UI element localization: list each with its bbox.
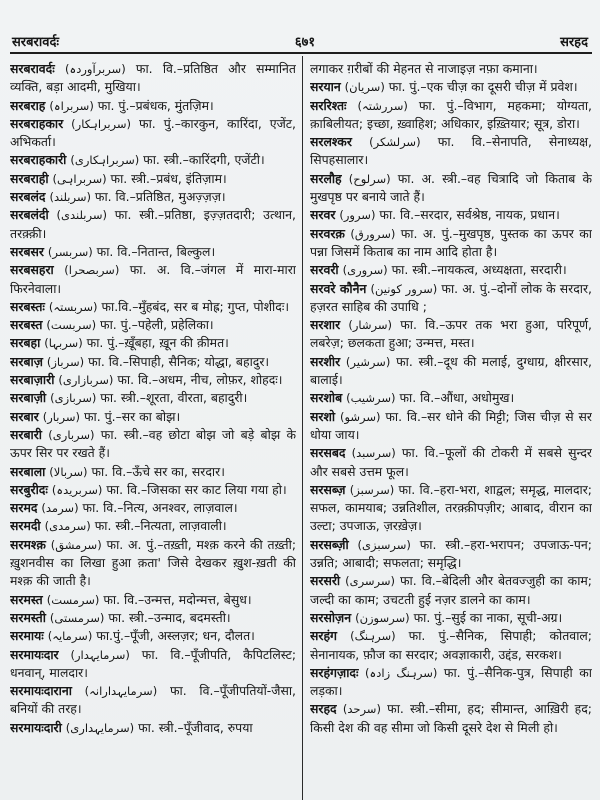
dictionary-entry bbox=[10, 646, 296, 683]
definition: फा. स्त्री.–पूँजीवाद, रुपया bbox=[138, 719, 253, 735]
urdu-spelling: (سربراہکار) bbox=[71, 116, 132, 131]
headword: सरलश्कर bbox=[310, 134, 352, 150]
dictionary-entry bbox=[310, 78, 592, 96]
headword: सरमस्त bbox=[10, 591, 43, 607]
page-header bbox=[10, 30, 592, 54]
definition: फा. वि.–बेदिली और बेतवज्जुही का काम; जल्दी का काम; उचटती हुई नज़र डालने का काम। bbox=[310, 573, 592, 607]
dictionary-entry bbox=[10, 408, 296, 426]
dictionary-entry bbox=[10, 371, 296, 389]
dictionary-entry bbox=[310, 536, 592, 573]
definition: फा. वि.–सिपाही, सैनिक; योद्धा, बहादुर। bbox=[88, 353, 270, 369]
dictionary-entry bbox=[310, 627, 592, 664]
urdu-spelling: (سرمایہدارانہ) bbox=[84, 684, 158, 699]
urdu-spelling: (سربریدہ) bbox=[51, 482, 103, 497]
urdu-spelling: (سرحد) bbox=[342, 702, 381, 717]
urdu-spelling: (سربصحرا) bbox=[64, 263, 120, 278]
urdu-spelling: (سرباز) bbox=[46, 354, 85, 369]
headword: सरबाला bbox=[10, 463, 46, 479]
definition: फा. स्त्री.–दूध की मलाई, दुग्धाग्र, क्षीरसार, बालाई। bbox=[310, 353, 592, 388]
definition: फा. अ. पुं.–तख़्ती, मश्क़ करने की तख़्ती; ख़ुशनवीस का लिखा हुआ क़ता' जिसे देखकर ख़ुश-ख़ती की मश्क़ की जाती है। bbox=[10, 536, 296, 589]
definition: फा. वि.–प्रतिष्ठित और सम्मानित व्यक्ति, बड़ा आदमी, मुखिया। bbox=[10, 61, 296, 95]
header-first-headword: सरबरावर्दः bbox=[12, 35, 59, 50]
dictionary-entry bbox=[10, 719, 296, 737]
headword: सरबाज़ bbox=[10, 353, 43, 369]
definition: फा. वि.–हरा-भरा, शाद्वल; समृद्ध, मालदार; सफल, कामयाब; उन्नतिशील, तरक़्क़ीपज़ीर; आबाद, वीरान का उल्टा; उपजाऊ, ज़रख़ेज़। bbox=[310, 481, 592, 534]
urdu-spelling: (سرہنگ زادہ) bbox=[365, 665, 438, 680]
dictionary-entry bbox=[310, 481, 592, 536]
definition: फा. वि.–सेनापति, सेनाध्यक्ष, सिपहसालार। bbox=[310, 134, 592, 168]
urdu-spelling: (سرشو) bbox=[339, 409, 381, 424]
urdu-spelling: (سربار) bbox=[42, 409, 80, 424]
urdu-spelling: (سرباری) bbox=[48, 427, 95, 442]
definition: फा. वि.–औंधा, अधोमुख। bbox=[399, 390, 515, 406]
definition: फा. स्त्री.–उन्माद, बदमस्ती। bbox=[108, 609, 231, 625]
dictionary-entry bbox=[310, 572, 592, 609]
definition: फा.पुं.–पूँजी, अस्लज़र; धन, दौलत। bbox=[96, 628, 255, 644]
dictionary-entry bbox=[10, 316, 296, 334]
urdu-spelling: (سرلشکر) bbox=[369, 135, 421, 150]
definition: फा. स्त्री.–नित्यता, लाज़वाली। bbox=[94, 518, 227, 534]
dictionary-entry bbox=[310, 225, 592, 262]
headword: सरयान bbox=[310, 79, 341, 95]
dictionary-entry bbox=[10, 499, 296, 517]
headword: सरबराही bbox=[10, 170, 49, 186]
definition: फा. पुं.–प्रबंधक, मुंतज़िम। bbox=[97, 97, 214, 113]
definition: फा. स्त्री.–हरा-भरापन; उपजाऊ-पन; उन्नति; आबादी; सफलता; समृद्धि। bbox=[310, 536, 592, 571]
urdu-spelling: (سربست) bbox=[46, 318, 97, 333]
urdu-spelling: (سرسری) bbox=[345, 574, 396, 589]
definition: फा. स्त्री.–वह छोटा बोझ जो बड़े बोझ के ऊपर सिर पर रखते हैं। bbox=[10, 426, 296, 461]
headword: सरबाज़ारी bbox=[10, 372, 55, 388]
urdu-spelling: (سرمستی) bbox=[49, 610, 105, 625]
definition: फा. वि.–ऊँचे सर का, सरदार। bbox=[91, 463, 225, 479]
right-column bbox=[310, 60, 592, 800]
continuation-text: लगाकर ग़रीबों की मेहनत से नाजाइज़ नफ़ा कमाना। bbox=[310, 61, 538, 76]
definition: फा. वि.–ऊपर तक भरा हुआ, परिपूर्ण, लबरेज़; छलकता हुआ; उन्मत्त, मस्त। bbox=[310, 317, 592, 351]
dictionary-entry bbox=[310, 444, 592, 481]
urdu-spelling: (سرمایہداری) bbox=[65, 720, 135, 735]
dictionary-entry bbox=[10, 60, 296, 97]
urdu-spelling: (سررشتہ) bbox=[357, 98, 408, 113]
urdu-spelling: (سربراہ) bbox=[49, 98, 94, 113]
dictionary-entry bbox=[310, 316, 592, 353]
dictionary-entry bbox=[310, 664, 592, 701]
headword: सरमायः bbox=[10, 628, 44, 644]
dictionary-entry bbox=[10, 609, 296, 627]
headword: सरशार bbox=[310, 317, 341, 333]
headword: सरबरावर्दः bbox=[10, 61, 55, 76]
headword: सरबराहकारी bbox=[10, 152, 67, 168]
headword: सरबार bbox=[10, 408, 39, 424]
definition: फा. पुं.–सर का बोझ। bbox=[83, 408, 181, 424]
dictionary-entry bbox=[10, 627, 296, 645]
urdu-spelling: (سرمشق) bbox=[50, 537, 102, 552]
dictionary-entry bbox=[10, 188, 296, 206]
dictionary-entry bbox=[10, 298, 296, 316]
urdu-spelling: (سرسبد) bbox=[351, 446, 396, 461]
definition: फा. पुं.–सैनिक-पुत्र, सिपाही का लड़का। bbox=[310, 664, 592, 699]
urdu-spelling: (سربالا) bbox=[49, 464, 88, 479]
headword: सरमस्ती bbox=[10, 609, 46, 625]
headword: सरबस्त bbox=[10, 317, 43, 333]
headword: सरशोब bbox=[310, 390, 343, 406]
urdu-spelling: (سربراہی) bbox=[52, 171, 107, 186]
urdu-spelling: (سرشار) bbox=[348, 318, 393, 333]
definition: फा. पुं.–ख़ूँबहा, ख़ून की क़ीमत। bbox=[86, 335, 229, 351]
urdu-spelling: (سربلند) bbox=[49, 190, 91, 205]
definition: फा. पुं.–कारकुन, कारिंदा, एजेंट, अभिकर्ता। bbox=[10, 115, 296, 150]
headword: सरमायःदारी bbox=[10, 719, 62, 735]
headword: सरशो bbox=[310, 408, 336, 424]
urdu-spelling: (سربسر) bbox=[47, 244, 93, 259]
headword: सरहंगज़ादः bbox=[310, 664, 359, 680]
dictionary-entry bbox=[10, 97, 296, 115]
definition: फा. स्त्री.–प्रतिष्ठा, इज़्ज़तदारी; उत्थान, तरक़्क़ी। bbox=[10, 207, 296, 241]
headword: सररिश्तः bbox=[310, 97, 347, 113]
headword: सरहद bbox=[310, 701, 337, 717]
dictionary-entry bbox=[10, 426, 296, 463]
definition: फा. वि.–प्रतिष्ठित, मुअज़्ज़ज़। bbox=[94, 189, 226, 205]
urdu-spelling: (سرمایہ) bbox=[47, 629, 93, 644]
urdu-spelling: (سرسوزن) bbox=[355, 610, 410, 625]
urdu-spelling: (سربرآوردہ) bbox=[65, 62, 126, 76]
headword: सरबुरीदः bbox=[10, 481, 48, 497]
definition: फा. वि.–सरदार, सर्वश्रेष्ठ, नायक, प्रधान। bbox=[379, 207, 560, 223]
definition: फा. वि.–पूँजीपतियों-जैसा, बनियों की तरह। bbox=[10, 683, 296, 717]
urdu-spelling: (سربستہ) bbox=[48, 299, 98, 314]
header-last-headword: सरहद bbox=[560, 35, 588, 50]
dictionary-entry bbox=[310, 280, 592, 317]
dictionary-entry bbox=[310, 408, 592, 445]
headword: सरबलंद bbox=[10, 189, 46, 205]
headword: सरमायःदाराना bbox=[10, 683, 72, 699]
definition: फा. स्त्री.–कारिंदगी, एजेंटी। bbox=[143, 152, 265, 168]
headword: सरहंग bbox=[310, 628, 337, 644]
urdu-spelling: (سرسبزی) bbox=[357, 537, 411, 552]
urdu-spelling: (سرسبز) bbox=[349, 482, 395, 497]
definition: फा. वि.–नित्य, अनश्वर, लाज़वाल। bbox=[82, 500, 238, 516]
dictionary-entry bbox=[10, 353, 296, 371]
definition: फा. पुं.–सुई का नाका, सूची-अग्र। bbox=[413, 609, 563, 625]
definition: फा. स्त्री.–सीमा, हद; सीमान्त, आख़िरी हद; किसी देश की वह सीमा जो किसी दूसरे देश से मिली हो। bbox=[310, 701, 592, 735]
headword: सरबसर bbox=[10, 243, 44, 259]
headword: सरबहा bbox=[10, 335, 41, 351]
headword: सरवरी bbox=[310, 262, 339, 278]
dictionary-entry bbox=[10, 115, 296, 152]
dictionary-entry bbox=[10, 151, 296, 169]
headword: सरबलंदी bbox=[10, 207, 49, 223]
definition: फा. वि.–उन्मत्त, मदोन्मत्त, बेसुध। bbox=[103, 591, 252, 607]
definition: फा. वि.–पूँजीपति, कैपिटलिस्ट; धनवान्, मालदार। bbox=[10, 646, 296, 680]
column-divider bbox=[302, 56, 303, 800]
headword: सरवर bbox=[310, 207, 336, 223]
definition: फा.वि.–मुँहबंद, सर ब मोह्र; गुप्त, पोशीदः। bbox=[101, 298, 290, 314]
headword: सरसब्ज़ी bbox=[310, 536, 349, 552]
dictionary-entry bbox=[310, 97, 592, 134]
headword: सरमदी bbox=[10, 518, 41, 534]
definition: फा. पुं.–पहेली, प्रहेलिका। bbox=[100, 317, 214, 333]
urdu-spelling: (سروری) bbox=[342, 263, 388, 278]
headword: सरबराहकार bbox=[10, 115, 64, 131]
dictionary-entry bbox=[10, 481, 296, 499]
dictionary-entry bbox=[10, 536, 296, 591]
definition: फा. स्त्री.–प्रबंध, इंतिज़ाम। bbox=[110, 170, 227, 186]
definition: फा. वि.–नितान्त, बिल्कुल। bbox=[96, 243, 216, 259]
dictionary-entry bbox=[10, 334, 296, 352]
urdu-spelling: (سرمست) bbox=[46, 592, 100, 607]
urdu-spelling: (سرشیر) bbox=[345, 354, 391, 369]
dictionary-entry bbox=[310, 206, 592, 224]
urdu-spelling: (سرمدی) bbox=[44, 519, 91, 534]
headword: सरलौह bbox=[310, 170, 342, 186]
dictionary-entry bbox=[10, 261, 296, 298]
dictionary-entry bbox=[310, 700, 592, 737]
urdu-spelling: (سرشیب) bbox=[346, 391, 396, 406]
urdu-spelling: (سرمایہدار) bbox=[70, 647, 130, 662]
headword: सरमश्क़ bbox=[10, 536, 46, 552]
definition: फा. वि.–फूलों की टोकरी में सबसे सुन्दर और सबसे उत्तम फूल। bbox=[310, 445, 592, 479]
dictionary-entry bbox=[10, 517, 296, 535]
definition: फा. पुं.–एक चीज़ का दूसरी चीज़ में प्रवेश। bbox=[388, 79, 578, 95]
definition: फा. स्त्री.–नायकत्व, अध्यक्षता, सरदारी। bbox=[391, 262, 567, 278]
urdu-spelling: (سرور کونین) bbox=[370, 281, 438, 296]
definition: फा. अ. पुं.–दोनों लोक के सरदार, हज़रत साहिब की उपाधि ; bbox=[310, 280, 592, 314]
definition: फा. अ. पुं.–मुखपृष्ठ, पुस्तक का ऊपर का पन्ना जिसमें किताब का नाम आदि होता है। bbox=[310, 225, 592, 259]
urdu-spelling: (سربازاری) bbox=[58, 373, 114, 388]
headword: सरसब्ज़ bbox=[310, 481, 346, 497]
headword: सरसबद bbox=[310, 445, 346, 461]
headword: सरवरे कौनैन bbox=[310, 280, 367, 296]
headword: सरवरक़ bbox=[310, 225, 345, 241]
headword: सरबसहरा bbox=[10, 262, 54, 278]
dictionary-entry bbox=[310, 353, 592, 390]
dictionary-entry bbox=[310, 261, 592, 279]
urdu-spelling: (سربہا) bbox=[44, 336, 83, 351]
urdu-spelling: (سریان) bbox=[344, 80, 385, 95]
definition: फा. अ. स्त्री.–वह चित्रादि जो किताब के मुखपृष्ठ पर बनाये जाते हैं। bbox=[310, 170, 592, 205]
definition: फा. अ. वि.–जंगल में मारा-मारा फिरनेवाला। bbox=[10, 262, 296, 296]
dictionary-entry bbox=[310, 133, 592, 170]
dictionary-entry bbox=[10, 682, 296, 719]
headword: सरशीर bbox=[310, 353, 341, 369]
page-number: ६७१ bbox=[294, 35, 316, 50]
urdu-spelling: (سرہنگ) bbox=[350, 629, 396, 644]
headword: सरबस्तः bbox=[10, 298, 45, 314]
definition: फा. वि.–सर धोने की मिट्टी; जिस चीज़ से सर धोया जाय। bbox=[310, 408, 592, 442]
urdu-spelling: (سربازی) bbox=[50, 391, 97, 406]
headword: सरबराह bbox=[10, 97, 46, 113]
headword: सरबाज़ी bbox=[10, 390, 47, 406]
dictionary-entry bbox=[310, 389, 592, 407]
urdu-spelling: (سرمد) bbox=[41, 501, 79, 516]
headword: सरसोज़न bbox=[310, 609, 352, 625]
dictionary-entry bbox=[310, 609, 592, 627]
urdu-spelling: (سرلوح) bbox=[348, 171, 391, 186]
dictionary-entry bbox=[310, 170, 592, 207]
definition: फा. पुं.–विभाग, महकमा; योग्यता, क़ाबिलीयत; इच्छा, ख़्वाहिश; अधिकार, इख़्तियार; सूत्र, डोरा। bbox=[310, 97, 592, 131]
headword: सरमद bbox=[10, 500, 38, 516]
dictionary-entry bbox=[10, 206, 296, 243]
dictionary-entry bbox=[10, 463, 296, 481]
dictionary-entry bbox=[10, 170, 296, 188]
dictionary-entry bbox=[10, 591, 296, 609]
dictionary-entry bbox=[10, 389, 296, 407]
headword: सरबारी bbox=[10, 426, 43, 442]
definition: फा. वि.–जिसका सर काट लिया गया हो। bbox=[106, 481, 287, 497]
urdu-spelling: (سربراہکاری) bbox=[70, 153, 140, 168]
definition: फा. वि.–अधम, नीच, लोफ़र, शोहदः। bbox=[117, 372, 283, 388]
definition: फा. पुं.–सैनिक, सिपाही; कोतवाल; सेनानायक, फ़ौज का सरदार; अवज्ञाकारी, उद्दंड, सरकश। bbox=[310, 628, 592, 662]
headword: सरमायःदार bbox=[10, 646, 59, 662]
dictionary-entry bbox=[10, 243, 296, 261]
urdu-spelling: (سربلندی) bbox=[56, 208, 107, 223]
urdu-spelling: (سرور) bbox=[339, 208, 376, 223]
left-column bbox=[10, 60, 296, 800]
headword: सरसरी bbox=[310, 573, 341, 589]
urdu-spelling: (سرورق) bbox=[350, 226, 396, 241]
definition: फा. स्त्री.–शूरता, वीरता, बहादुरी। bbox=[100, 390, 248, 406]
